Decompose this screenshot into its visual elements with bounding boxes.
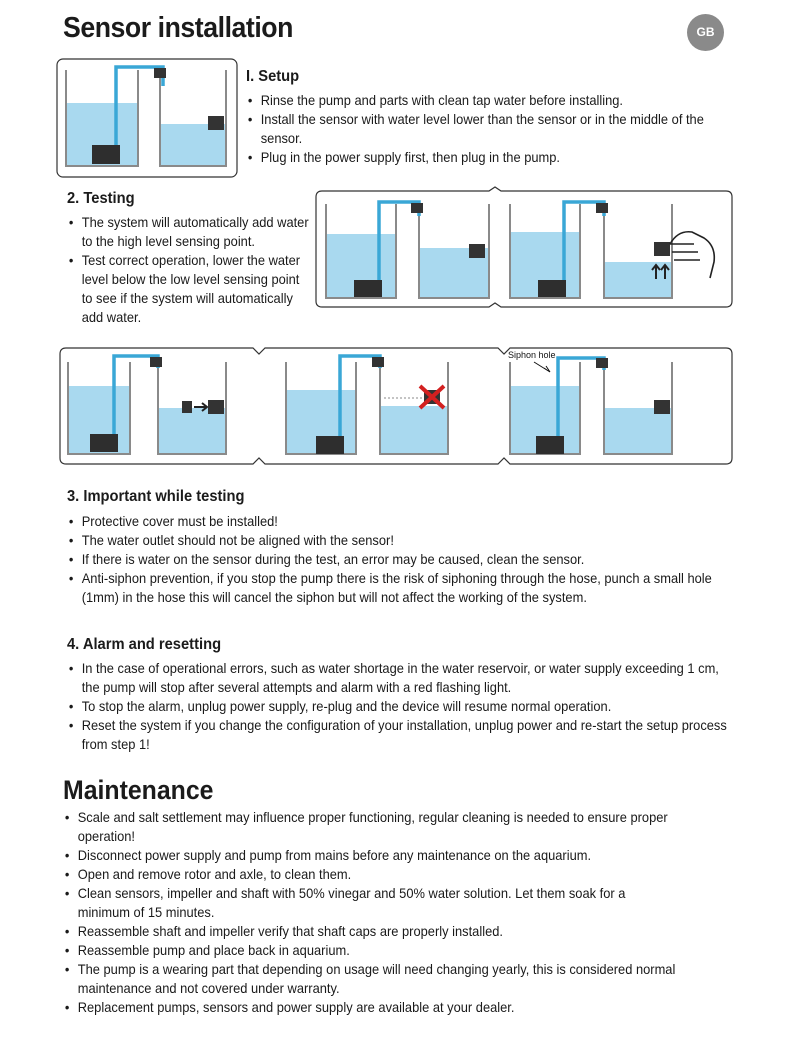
list-item: • Reassemble pump and place back in aquarium.	[63, 941, 679, 960]
outlet-clip-icon	[372, 357, 384, 367]
outlet-clip-icon	[411, 203, 423, 213]
list-item: • Anti-siphon prevention, if you stop the pump there is the risk of siphoning through the hose, punch a small hole (1mm) in the hose this will cancel the siphon but will not affect the working of the system.	[67, 569, 731, 607]
pump-icon	[538, 280, 566, 297]
testing-list	[67, 213, 311, 327]
outlet-clip-icon	[596, 358, 608, 368]
alarm-list	[67, 659, 731, 754]
sensor-icon	[208, 400, 224, 414]
list-item: • Disconnect power supply and pump from mains before any maintenance on the aquarium.	[63, 846, 679, 865]
sensor-icon	[469, 244, 485, 258]
pump-icon	[90, 434, 118, 452]
siphon-hole-label: Siphon hole	[508, 350, 556, 360]
alarm-heading: 4. Alarm and resetting	[67, 636, 222, 653]
testing-diagram	[314, 186, 734, 310]
list-item: • In the case of operational errors, such as water shortage in the water reservoir, or water supply exceeding 1 cm, the pump will stop after several attempts and alarm with a red flashing light.	[67, 659, 731, 697]
list-item: • If there is water on the sensor during the test, an error may be caused, clean the sensor.	[67, 550, 731, 569]
list-item: • Test correct operation, lower the water level below the low level sensing point to see if the system will automatically add water.	[67, 251, 311, 327]
outlet-clip-icon	[154, 68, 166, 78]
list-item: • Plug in the power supply first, then plug in the pump.	[246, 148, 729, 167]
list-item: • Rinse the pump and parts with clean tap water before installing.	[246, 91, 729, 110]
list-item: • Scale and salt settlement may influence proper functioning, regular cleaning is needed to ensure proper operation!	[63, 808, 679, 846]
pump-icon	[92, 145, 120, 164]
language-badge: GB	[687, 14, 724, 51]
list-item: • Reset the system if you change the configuration of your installation, unplug power and re-start the setup process from step 1!	[67, 716, 731, 754]
maintenance-list	[63, 808, 679, 1017]
list-item: • Open and remove rotor and axle, to clean them.	[63, 865, 679, 884]
list-item: • The pump is a wearing part that depending on usage will need changing yearly, this is considered normal maintenance and not covered under warranty.	[63, 960, 679, 998]
outlet-clip-icon	[150, 357, 162, 367]
pump-icon	[316, 436, 344, 454]
setup-diagram	[56, 58, 238, 178]
aquarium-water	[160, 124, 226, 166]
list-item: • Reassemble shaft and impeller verify that shaft caps are properly installed.	[63, 922, 679, 941]
list-item: • To stop the alarm, unplug power supply, re-plug and the device will resume normal operation.	[67, 697, 731, 716]
siphon-diagram	[58, 346, 734, 468]
important-list	[67, 512, 731, 607]
sensor-icon	[208, 116, 224, 130]
list-item: • The water outlet should not be aligned with the sensor!	[67, 531, 731, 550]
list-item: • Clean sensors, impeller and shaft with 50% vinegar and 50% water solution. Let them soak for a minimum of 15 minutes.	[63, 884, 679, 922]
list-item: • The system will automatically add water to the high level sensing point.	[67, 213, 311, 251]
sensor-icon	[654, 242, 670, 256]
setup-heading: I. Setup	[246, 68, 300, 85]
important-heading: 3. Important while testing	[67, 488, 245, 505]
page-title: Sensor installation	[63, 12, 293, 44]
list-item: • Replacement pumps, sensors and power supply are available at your dealer.	[63, 998, 679, 1017]
outlet-clip-icon	[596, 203, 608, 213]
maintenance-heading: Maintenance	[63, 775, 214, 805]
setup-list	[246, 91, 729, 167]
list-item: • Protective cover must be installed!	[67, 512, 731, 531]
pump-icon	[536, 436, 564, 454]
list-item: • Install the sensor with water level lower than the sensor or in the middle of the sensor.	[246, 110, 729, 148]
sensor-icon	[654, 400, 670, 414]
pump-icon	[354, 280, 382, 297]
testing-heading: 2. Testing	[67, 190, 135, 207]
